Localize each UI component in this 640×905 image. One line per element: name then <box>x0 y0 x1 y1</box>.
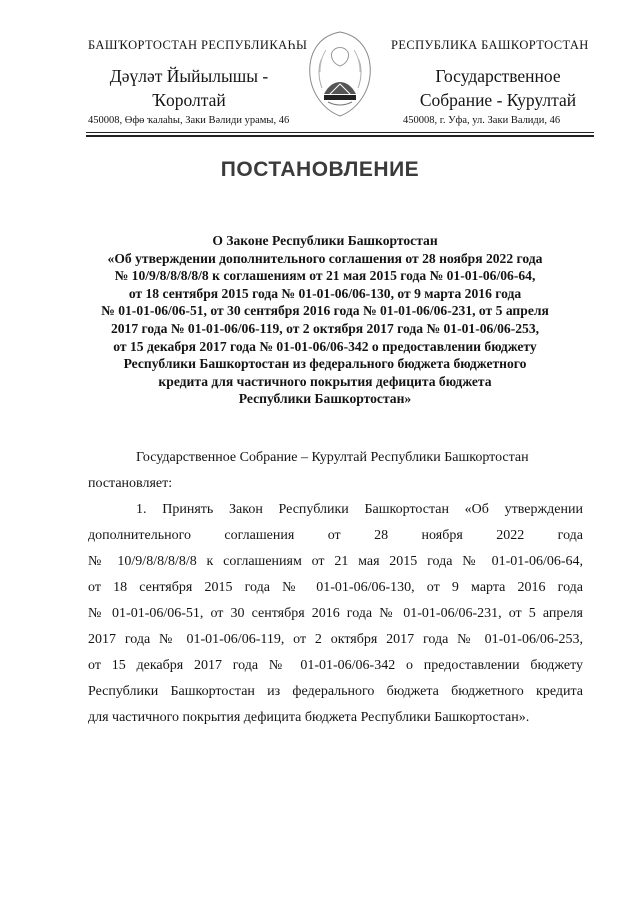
left-assembly-name <box>86 64 292 112</box>
preamble-line-1: Государственное Собрание – Курултай Республики Башкортостан <box>136 450 529 465</box>
preamble-line-2: постановляет: <box>88 476 173 491</box>
document-title: ПОСТАНОВЛЕНИЕ <box>220 158 420 181</box>
item-line: от 18 сентября 2015 года № 01-01-06/06-130, от 9 марта 2016 года <box>88 580 583 595</box>
law-title <box>80 232 570 408</box>
item-line: 2017 года № 01-01-06/06-119, от 2 октября 2017 года № 01-01-06/06-253, <box>88 632 583 647</box>
item-line: № 10/9/8/8/8/8/8 к соглашениям от 21 мая 2015 года № 01-01-06/06-64, <box>88 554 583 569</box>
header-divider-thick <box>86 135 594 137</box>
item-line: для частичного покрытия дефицита бюджета Республики Башкортостан». <box>88 710 530 725</box>
right-address: 450008, г. Уфа, ул. Заки Валиди, 46 <box>403 115 561 126</box>
law-title-line: Республики Башкортостан из федерального бюджета бюджетного <box>123 356 527 372</box>
left-assembly-name-line-1: Дәүләт Йыйылышы - <box>109 66 269 86</box>
item-line: дополнительного соглашения от 28 ноября 2022 года <box>88 528 583 543</box>
right-assembly-name-line-2: Собрание - Курултай <box>419 90 577 110</box>
item-line: № 01-01-06/06-51, от 30 сентября 2016 года № 01-01-06/06-231, от 5 апреля <box>88 606 583 621</box>
law-title-line: кредита для частичного покрытия дефицита бюджета <box>158 373 492 389</box>
left-assembly-name-line-2: Ҡоролтай <box>152 90 226 110</box>
item-line: Республики Башкортостан из федерального бюджета бюджетного кредита <box>88 684 583 699</box>
law-title-line: № 01-01-06/06-51, от 30 сентября 2016 года № 01-01-06/06-231, от 5 апреля <box>101 303 549 319</box>
right-assembly-name <box>393 64 603 112</box>
left-republic-name: БАШҠОРТОСТАН РЕСПУБЛИКАҺЫ <box>88 38 308 52</box>
law-title-line: Республики Башкортостан» <box>238 391 412 407</box>
coat-of-arms-emblem-icon <box>300 28 380 120</box>
law-title-line: от 18 сентября 2015 года № 01-01-06/06-130, от 9 марта 2016 года <box>128 285 522 301</box>
header-divider-thin <box>86 132 594 133</box>
item-line: 1. Принять Закон Республики Башкортостан «Об утверждении <box>136 502 583 517</box>
law-title-line: «Об утверждении дополнительного соглашения от 28 ноября 2022 года <box>107 250 543 266</box>
law-title-line: № 10/9/8/8/8/8/8 к соглашениям от 21 мая 2015 года № 01-01-06/06-64, <box>114 268 536 284</box>
right-republic-name: РЕСПУБЛИКА БАШКОРТОСТАН <box>391 38 589 52</box>
right-assembly-name-line-1: Государственное <box>435 66 561 86</box>
left-address: 450008, Өфө ҡалаһы, Заки Вәлиди урамы, 46 <box>88 115 290 126</box>
item-line: от 15 декабря 2017 года № 01-01-06/06-342 о предоставлении бюджету <box>88 658 583 673</box>
law-title-line: О Законе Республики Башкортостан <box>212 233 438 248</box>
law-title-line: от 15 декабря 2017 года № 01-01-06/06-342 о предоставлении бюджету <box>113 338 537 354</box>
law-title-line: 2017 года № 01-01-06/06-119, от 2 октября 2017 года № 01-01-06/06-253, <box>110 320 540 336</box>
